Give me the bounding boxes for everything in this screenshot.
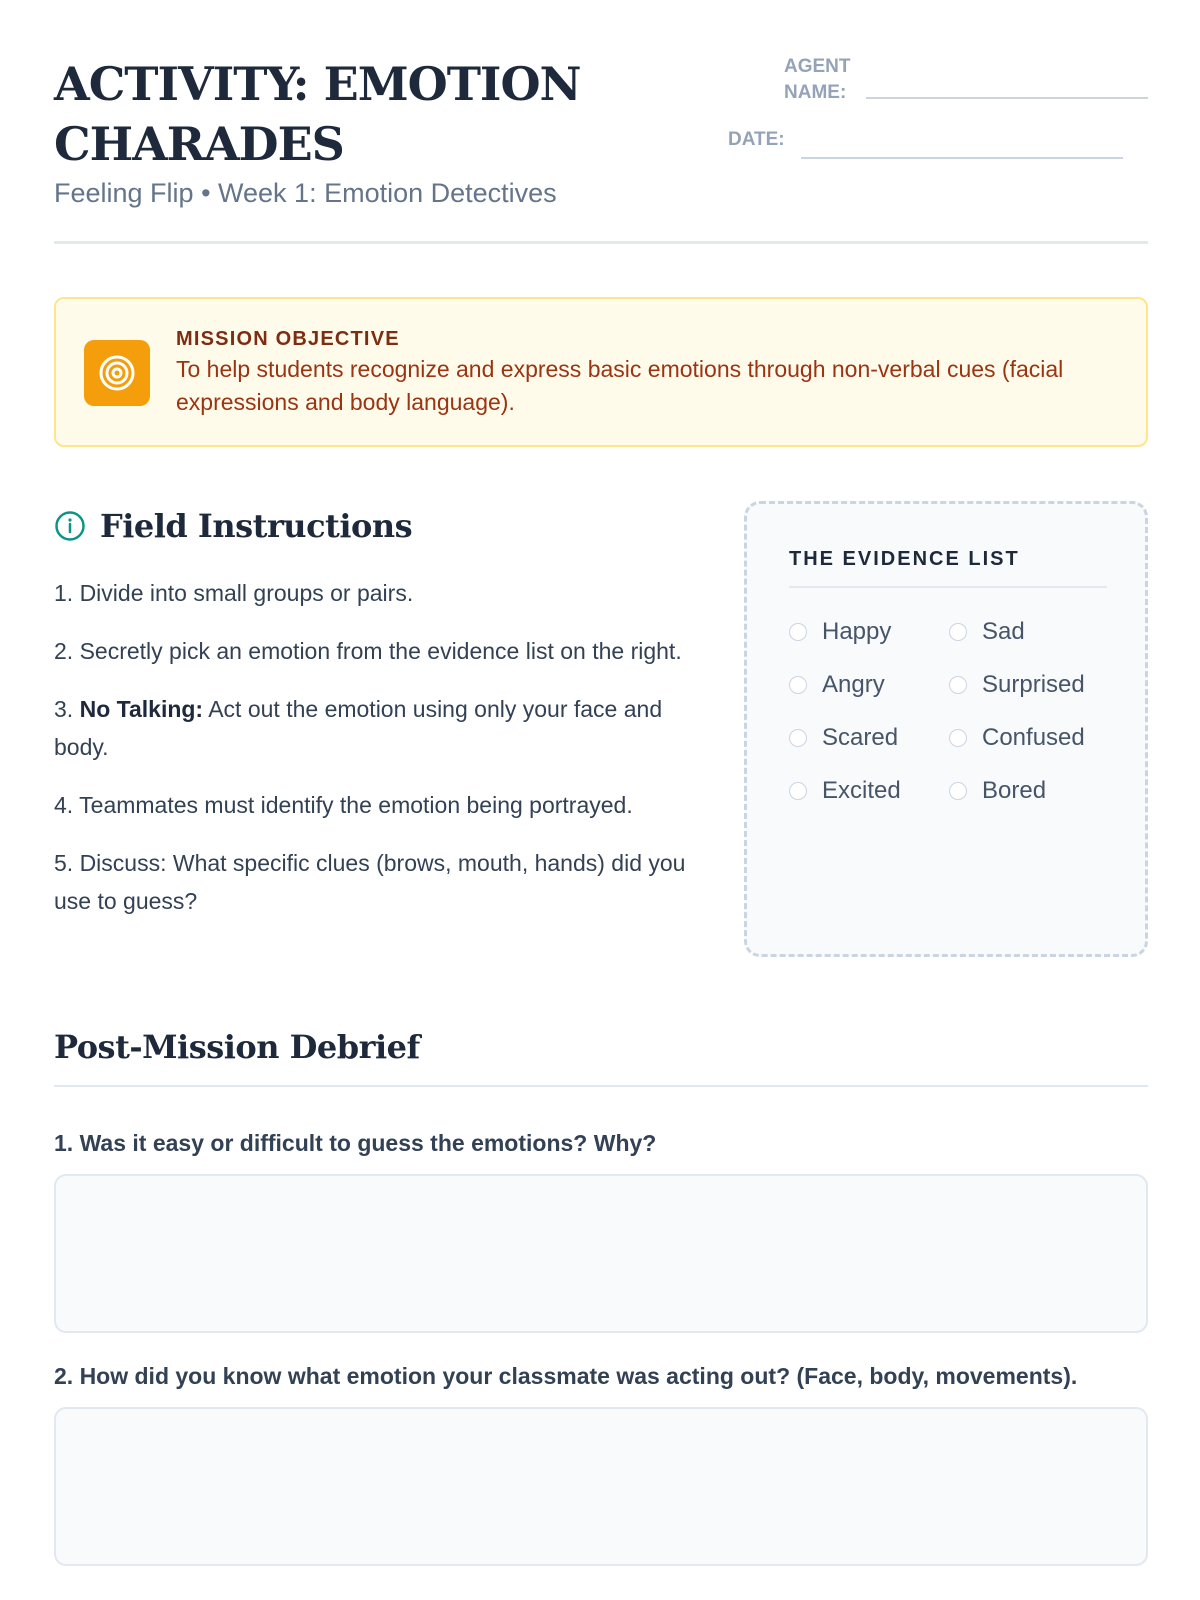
title-line-1: ACTIVITY: EMOTION [54, 57, 581, 111]
evidence-label: Excited [822, 777, 901, 804]
divider [789, 586, 1107, 588]
evidence-label: Surprised [982, 671, 1085, 698]
instruction-step: 2. Secretly pick an emotion from the evidence list on the right. [54, 638, 682, 664]
instructions-heading [54, 504, 412, 548]
evidence-item-angry[interactable] [789, 670, 885, 700]
evidence-label: Confused [982, 724, 1085, 751]
evidence-list-title: THE EVIDENCE LIST [789, 548, 1020, 570]
info-icon [54, 510, 86, 542]
evidence-label: Bored [982, 777, 1047, 804]
evidence-item-surprised[interactable] [949, 670, 1085, 700]
evidence-item-scared[interactable] [789, 723, 898, 753]
agent-label-line-2: NAME: [784, 82, 847, 103]
radio-icon[interactable] [949, 782, 967, 800]
page-subtitle: Feeling Flip • Week 1: Emotion Detectives [54, 178, 557, 208]
radio-icon[interactable] [789, 676, 807, 694]
evidence-item-bored[interactable] [949, 776, 1046, 806]
instruction-step [54, 690, 694, 766]
agent-name-label [784, 54, 864, 106]
instruction-step: 5. Discuss: What specific clues (brows, mouth, hands) did you use to guess? [54, 850, 686, 914]
step-text: Act out the emotion using only your face and body. [54, 696, 663, 760]
divider [54, 1085, 1148, 1087]
instructions-title: Field Instructions [100, 507, 413, 545]
date-label: DATE: [728, 129, 785, 150]
agent-label-line-1: AGENT [784, 56, 851, 77]
page-title [54, 54, 694, 174]
objective-title: MISSION OBJECTIVE [176, 328, 400, 350]
debrief-question-1: 1. Was it easy or difficult to guess the emotions? Why? [54, 1130, 657, 1156]
debrief-title: Post-Mission Debrief [54, 1028, 420, 1066]
evidence-item-sad[interactable] [949, 617, 1025, 647]
step-emphasis: No Talking: [79, 696, 204, 722]
evidence-label: Angry [822, 671, 885, 698]
worksheet-header [54, 0, 1148, 244]
mission-objective-box [54, 297, 1148, 447]
radio-icon[interactable] [789, 729, 807, 747]
evidence-list-panel [744, 501, 1148, 957]
instruction-step: 4. Teammates must identify the emotion being portrayed. [54, 792, 633, 818]
date-field[interactable] [801, 157, 1123, 159]
title-line-2: CHARADES [54, 117, 344, 171]
agent-name-field[interactable] [866, 97, 1148, 99]
radio-icon[interactable] [949, 729, 967, 747]
target-icon [84, 340, 150, 406]
evidence-item-confused[interactable] [949, 723, 1085, 753]
evidence-label: Scared [822, 724, 899, 751]
instruction-steps [54, 574, 694, 940]
radio-icon[interactable] [949, 676, 967, 694]
evidence-label: Sad [982, 618, 1025, 645]
radio-icon[interactable] [789, 623, 807, 641]
step-number: 3. [54, 696, 74, 722]
debrief-question-2: 2. How did you know what emotion your classmate was acting out? (Face, body, movements). [54, 1363, 1078, 1389]
objective-text: To help students recognize and express basic emotions through non-verbal cues (facial expressions and body language). [176, 356, 1064, 415]
worksheet-page [54, 0, 1148, 1389]
evidence-label: Happy [822, 618, 892, 645]
answer-box-1[interactable] [54, 1174, 1148, 1333]
answer-box-2[interactable] [54, 1407, 1148, 1566]
evidence-item-excited[interactable] [789, 776, 901, 806]
instruction-step: 1. Divide into small groups or pairs. [54, 580, 414, 606]
evidence-item-happy[interactable] [789, 617, 891, 647]
radio-icon[interactable] [949, 623, 967, 641]
radio-icon[interactable] [789, 782, 807, 800]
